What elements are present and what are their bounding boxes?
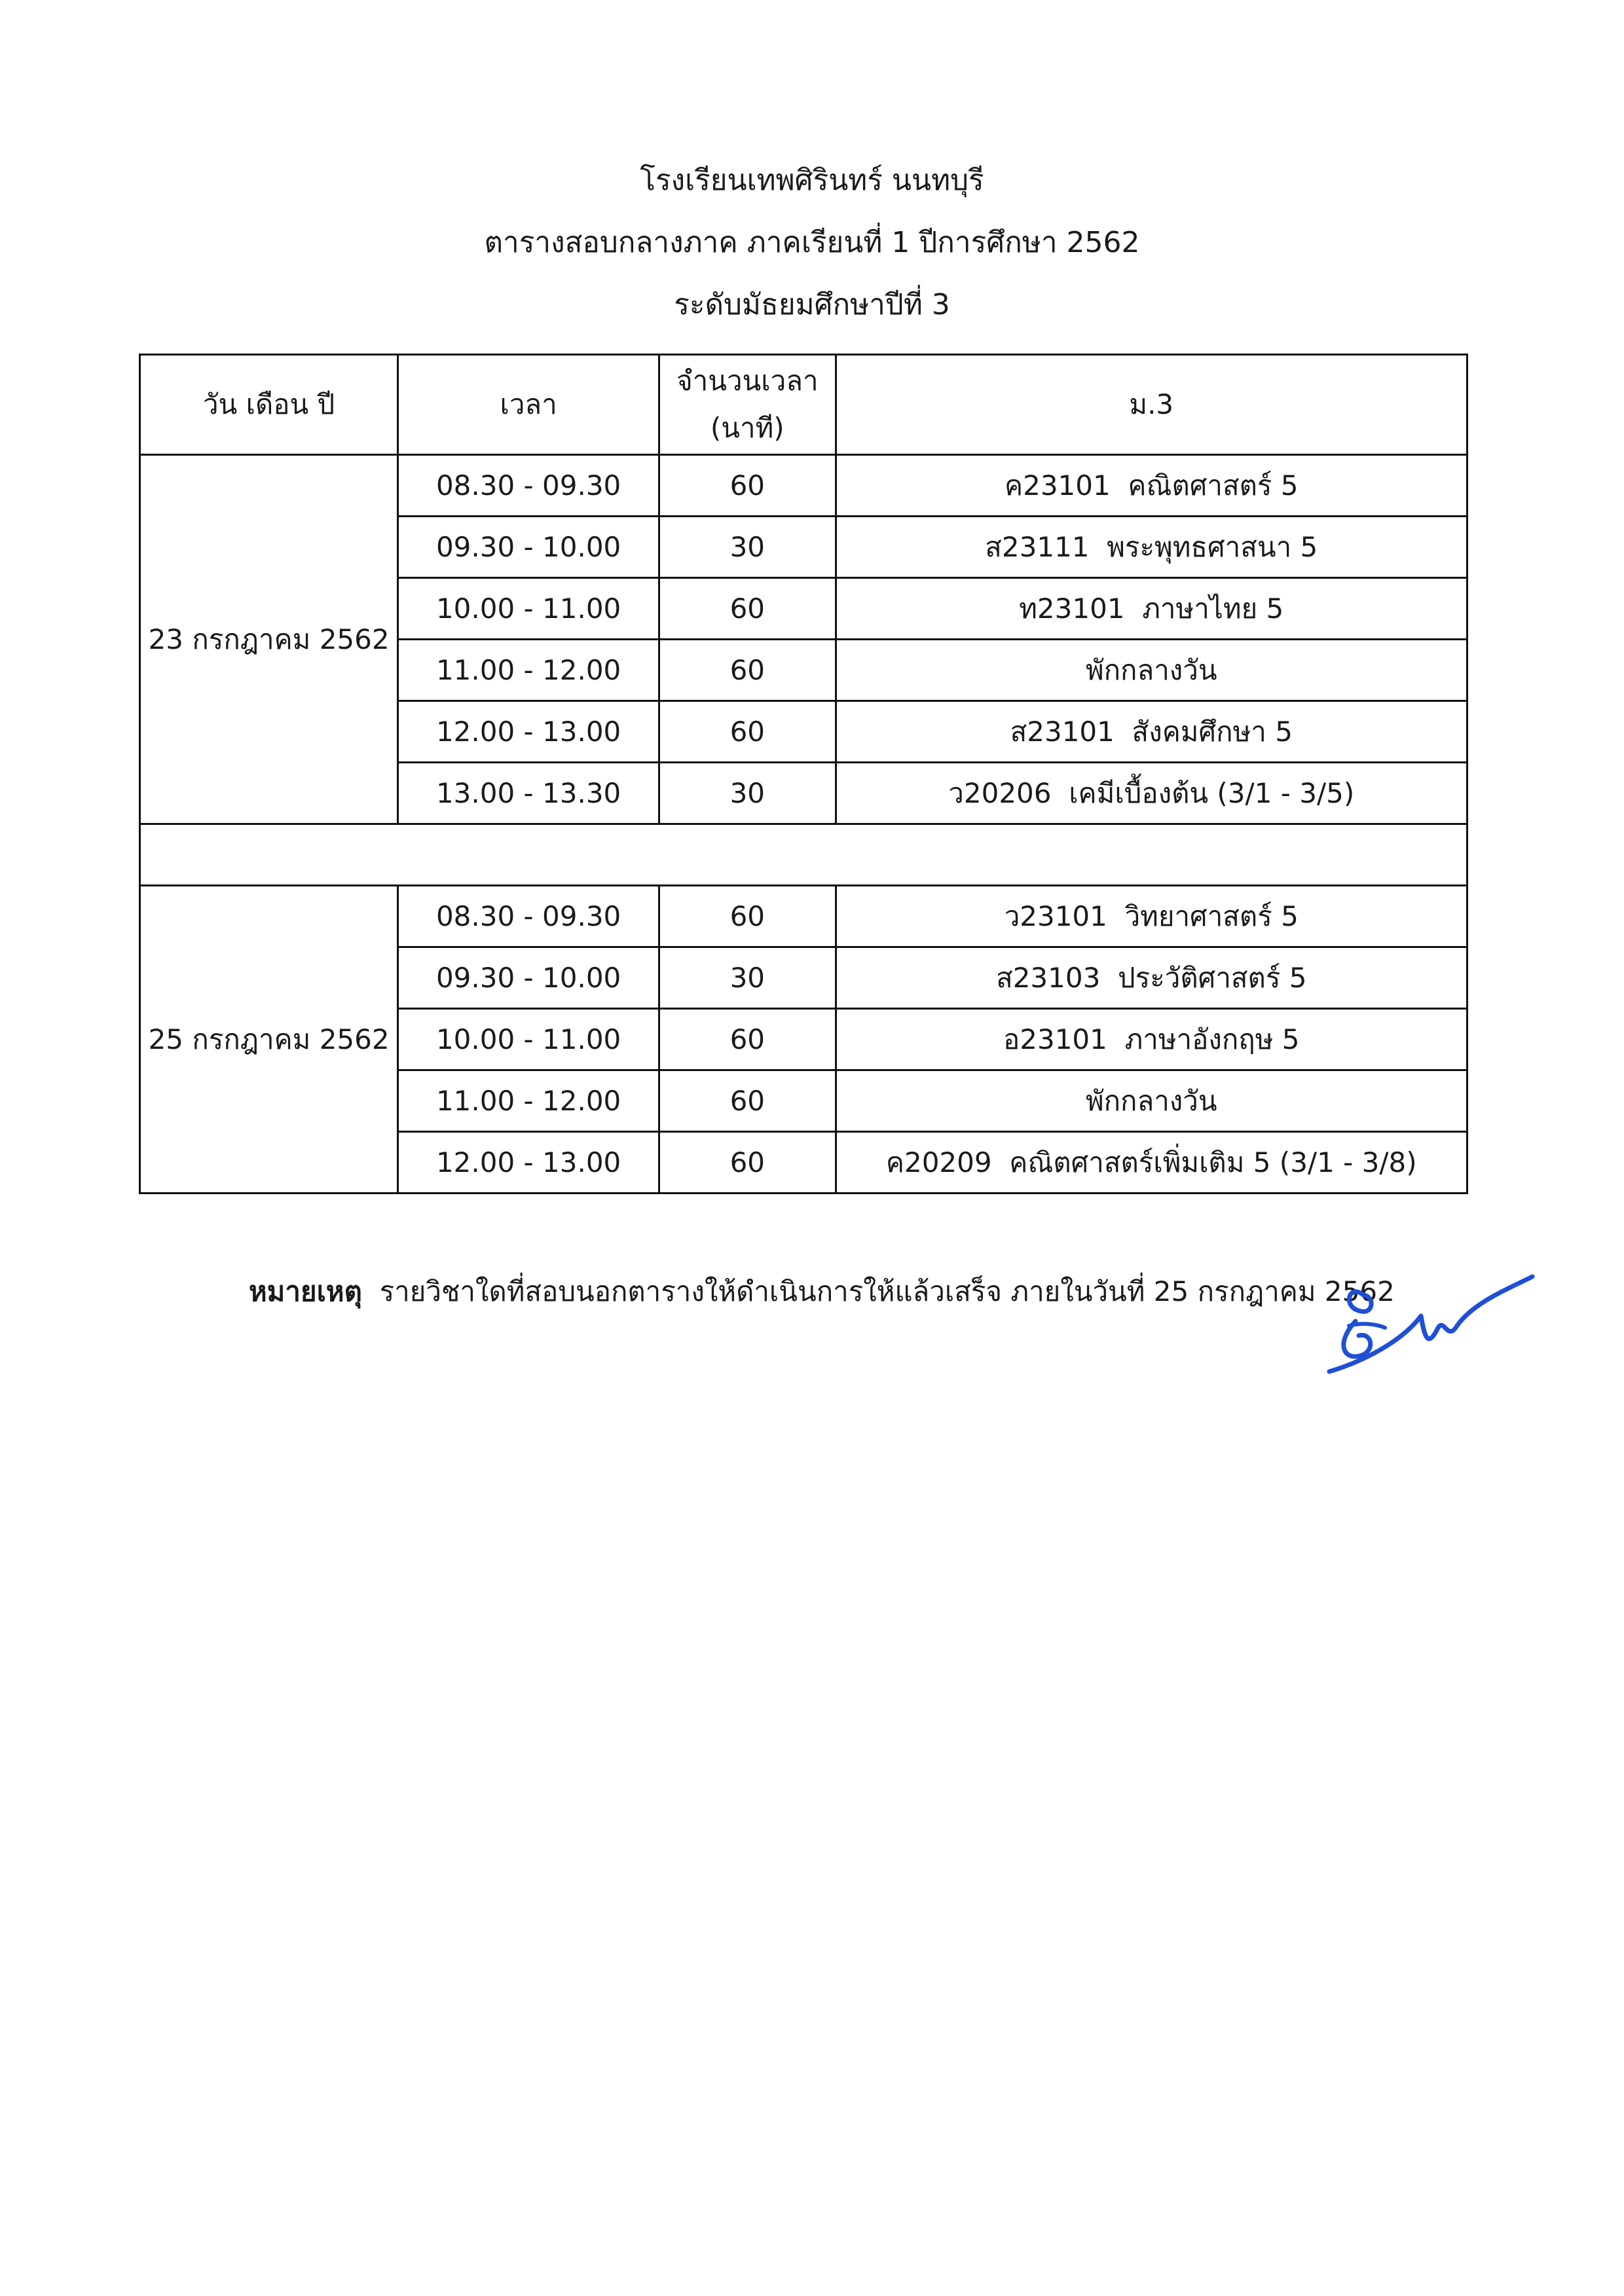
- duration-cell: 60: [659, 701, 836, 763]
- exam-schedule-table: [139, 354, 1468, 1194]
- subject-cell: ว20206 เคมีเบื้องต้น (3/1 - 3/5): [836, 763, 1467, 824]
- spacer-row: [140, 824, 1467, 886]
- lunch-break-cell: พักกลางวัน: [836, 1070, 1467, 1132]
- footnote-label: หมายเหตุ: [249, 1275, 362, 1307]
- header-duration: [659, 355, 836, 455]
- subject-cell: ค20209 คณิตศาสตร์เพิ่มเติม 5 (3/1 - 3/8): [836, 1132, 1467, 1194]
- duration-cell: 30: [659, 947, 836, 1009]
- subject-cell: ว23101 วิทยาศาสตร์ 5: [836, 886, 1467, 947]
- duration-cell: 60: [659, 1132, 836, 1194]
- school-name: โรงเรียนเทพศิรินทร์ นนทบุรี: [640, 164, 984, 197]
- time-cell: 09.30 - 10.00: [398, 517, 659, 578]
- table-body: [140, 455, 1467, 1194]
- grade-level: ระดับมัธยมศึกษาปีที่ 3: [674, 288, 950, 321]
- time-cell: 12.00 - 13.00: [398, 1132, 659, 1194]
- subject-cell: ส23103 ประวัติศาสตร์ 5: [836, 947, 1467, 1009]
- time-cell: 12.00 - 13.00: [398, 701, 659, 763]
- table-header-row: [140, 355, 1467, 455]
- spacer-cell: [140, 824, 1467, 886]
- table-row: [140, 886, 1467, 947]
- duration-cell: 30: [659, 517, 836, 578]
- signature: [1323, 1264, 1539, 1388]
- subject-cell: อ23101 ภาษาอังกฤษ 5: [836, 1009, 1467, 1070]
- footnote-text: รายวิชาใดที่สอบนอกตารางให้ดำเนินการให้แล้วเสร็จ ภายในวันที่ 25 กรกฎาคม 2562: [379, 1275, 1395, 1307]
- header-class: ม.3: [836, 355, 1467, 455]
- time-cell: 13.00 - 13.30: [398, 763, 659, 824]
- table-row: [140, 455, 1467, 517]
- time-cell: 10.00 - 11.00: [398, 1009, 659, 1070]
- subject-cell: ส23111 พระพุทธศาสนา 5: [836, 517, 1467, 578]
- time-cell: 08.30 - 09.30: [398, 455, 659, 517]
- time-cell: 11.00 - 12.00: [398, 1070, 659, 1132]
- header-date: วัน เดือน ปี: [140, 355, 398, 455]
- duration-cell: 60: [659, 578, 836, 640]
- subject-cell: ส23101 สังคมศึกษา 5: [836, 701, 1467, 763]
- header-duration-line1: จำนวนเวลา: [676, 365, 819, 397]
- subject-cell: ค23101 คณิตศาสตร์ 5: [836, 455, 1467, 517]
- header-duration-line2: (นาที): [710, 412, 784, 444]
- duration-cell: 60: [659, 1009, 836, 1070]
- time-cell: 09.30 - 10.00: [398, 947, 659, 1009]
- footnote: [249, 1270, 1395, 1313]
- time-cell: 10.00 - 11.00: [398, 578, 659, 640]
- time-cell: 11.00 - 12.00: [398, 640, 659, 701]
- date-cell: 23 กรกฎาคม 2562: [140, 455, 398, 824]
- exam-title: ตารางสอบกลางภาค ภาคเรียนที่ 1 ปีการศึกษา 2562: [484, 226, 1140, 259]
- duration-cell: 60: [659, 1070, 836, 1132]
- duration-cell: 30: [659, 763, 836, 824]
- header-time: เวลา: [398, 355, 659, 455]
- duration-cell: 60: [659, 886, 836, 947]
- date-cell: 25 กรกฎาคม 2562: [140, 886, 398, 1194]
- duration-cell: 60: [659, 640, 836, 701]
- subject-cell: ท23101 ภาษาไทย 5: [836, 578, 1467, 640]
- time-cell: 08.30 - 09.30: [398, 886, 659, 947]
- lunch-break-cell: พักกลางวัน: [836, 640, 1467, 701]
- duration-cell: 60: [659, 455, 836, 517]
